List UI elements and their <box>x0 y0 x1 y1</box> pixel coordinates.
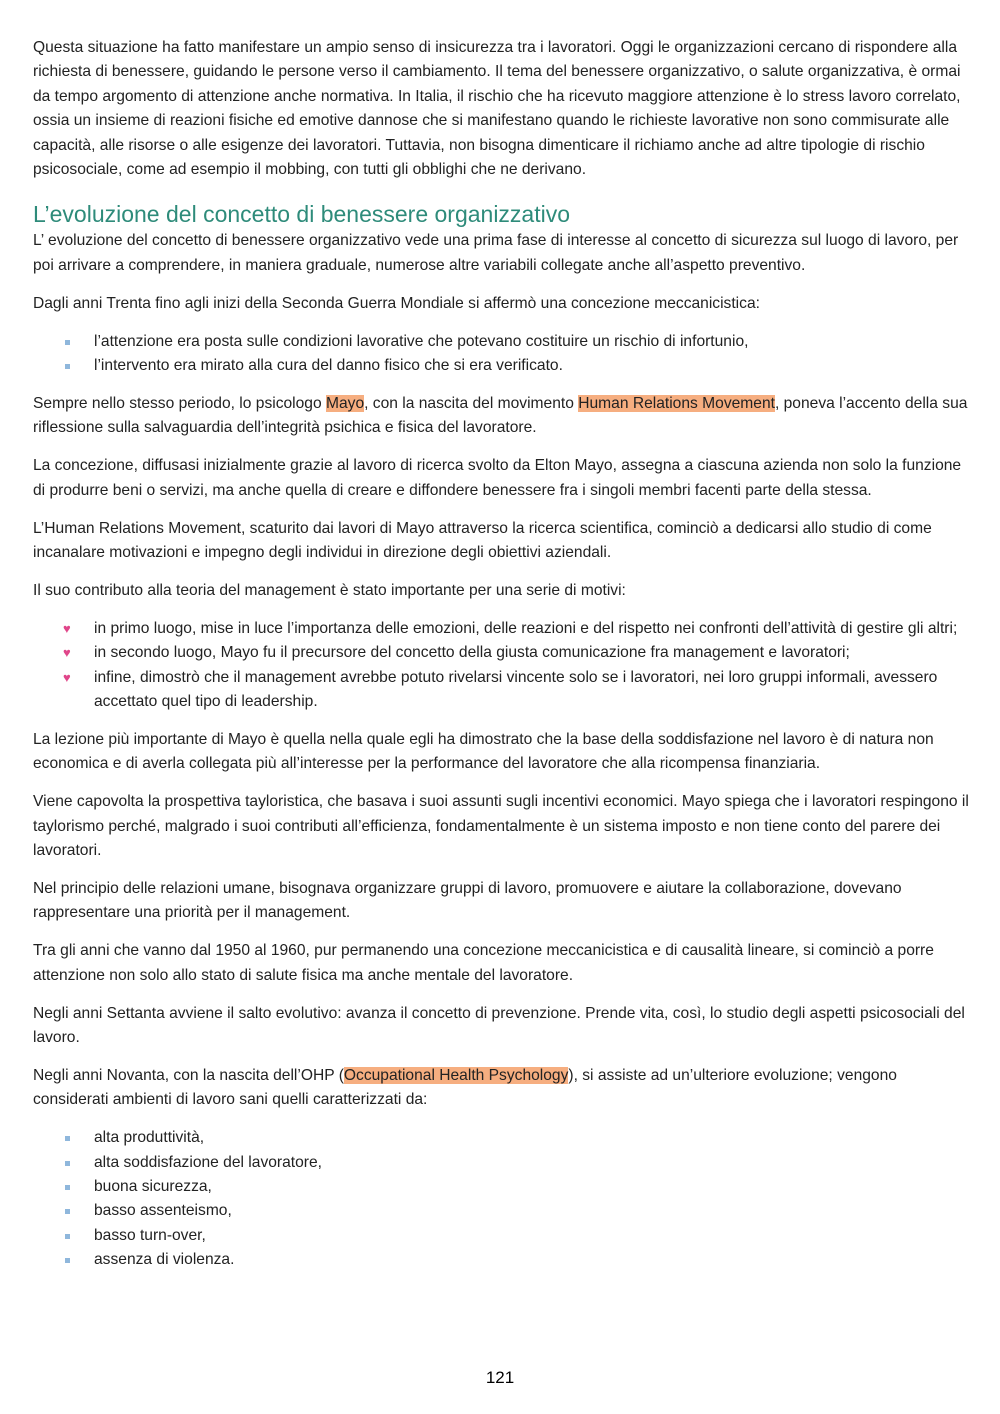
document-page <box>33 36 971 1286</box>
list-item: buona sicurezza, <box>33 1175 971 1199</box>
heart-icon: ♥ <box>63 669 71 685</box>
list-item: ♥ in secondo luogo, Mayo fu il precursore del concetto della giusta comunicazione fra management e lavoratori; <box>33 641 971 665</box>
list-contributions <box>33 617 971 715</box>
paragraph-concezione: La concezione, diffusasi inizialmente grazie al lavoro di ricerca svolto da Elton Mayo, assegna a ciascuna azienda non solo la funzione di produrre beni o servizi, ma anche quella di creare e diffondere benessere fra i singoli membri facenti parte della stessa. <box>33 457 962 499</box>
paragraph-contributo: Il suo contributo alla teoria del management è stato importante per una serie di motivi: <box>33 581 626 599</box>
paragraph-thirties: Dagli anni Trenta fino agli inizi della Seconda Guerra Mondiale si affermò una concezione meccanicistica: <box>33 294 760 312</box>
list-item: ♥ in primo luogo, mise in luce l’importanza delle emozioni, delle reazioni e del rispetto nei confronti dell’attività di gestire gli altri; <box>33 617 971 641</box>
list-item: alta produttività, <box>33 1126 971 1150</box>
intro-paragraph: Questa situazione ha fatto manifestare un ampio senso di insicurezza tra i lavoratori. Oggi le organizzazioni cercano di rispondere alla richiesta di benessere, guidando le persone verso il cambiamento. Il tema del benessere organizzativo, o salute organizzativa, è ormai da tempo argomento di attenzione anche normativa. In Italia, il rischio che ha ricevuto maggiore attenzione è lo stress lavoro correlato, ossia un insieme di reazioni fisiche ed emotive dannose che si manifestano quando le richieste lavorative non sono commisurate alle capacità, alle risorse o alle esigenze dei lavoratori. Tuttavia, non bisogna dimenticare il richiamo anche ad altre tipologie di rischio psicosociale, come ad esempio il mobbing, con tutti gli obblighi che ne derivano. <box>33 39 961 179</box>
heart-icon: ♥ <box>63 645 71 661</box>
section-heading: L’evoluzione del concetto di benessere organizzativo <box>33 201 571 228</box>
list-mechanistic <box>33 330 971 379</box>
list-healthy-workplaces <box>33 1126 971 1272</box>
paragraph-mayo: Sempre nello stesso periodo, lo psicologo Mayo, con la nascita del movimento Human Relations Movement, poneva l’accento della sua riflessione sulla salvaguardia dell’integrità psichica e fisica del lavoratore. <box>33 394 968 437</box>
list-item: basso assenteismo, <box>33 1199 971 1223</box>
list-item: assenza di violenza. <box>33 1248 971 1272</box>
paragraph-human-relations: L’Human Relations Movement, scaturito dai lavori di Mayo attraverso la ricerca scientifica, cominciò a dedicarsi allo studio di come incanalare motivazioni e impegno degli individui in direzione degli obiettivi aziendali. <box>33 519 932 561</box>
paragraph-relazioni-umane: Nel principio delle relazioni umane, bisognava organizzare gruppi di lavoro, promuovere e aiutare la collaborazione, dovevano rappresentare una priorità per il management. <box>33 879 902 922</box>
list-item: l’attenzione era posta sulle condizioni lavorative che potevano costituire un rischio di infortunio, <box>33 330 971 354</box>
list-item: l’intervento era mirato alla cura del danno fisico che si era verificato. <box>33 354 971 378</box>
list-item: alta soddisfazione del lavoratore, <box>33 1151 971 1175</box>
list-item: ♥ infine, dimostrò che il management avrebbe potuto rivelarsi vincente solo se i lavoratori, nei loro gruppi informali, avessero accettato quel tipo di leadership. <box>33 666 971 715</box>
highlight-ohp: Occupational Health Psychology <box>343 1066 569 1084</box>
paragraph-lezione: La lezione più importante di Mayo è quella nella quale egli ha dimostrato che la base della soddisfazione nel lavoro è di natura non economica e di averla collegata più all’interesse per la performance del lavoratore che alla ricompensa finanziaria. <box>33 730 934 773</box>
paragraph-settanta: Negli anni Settanta avviene il salto evolutivo: avanza il concetto di prevenzione. Prende vita, così, lo studio degli aspetti psicosociali del lavoro. <box>33 1004 965 1046</box>
page-number: 121 <box>485 1368 515 1387</box>
paragraph-1950-1960: Tra gli anni che vanno dal 1950 al 1960, pur permanendo una concezione meccanicistica e di causalità lineare, si cominciò a porre attenzione non solo allo stato di salute fisica ma anche mentale del lavoratore. <box>33 942 934 984</box>
highlight-mayo: Mayo <box>325 394 365 412</box>
paragraph-evolution: L’ evoluzione del concetto di benessere organizzativo vede una prima fase di interesse al concetto di sicurezza sul luogo di lavoro, per poi arrivare a comprendere, in maniera graduale, numerose altre variabili collegate anche all’aspetto preventivo. <box>33 232 959 274</box>
heart-icon: ♥ <box>63 620 71 636</box>
paragraph-taylorismo: Viene capovolta la prospettiva tayloristica, che basava i suoi assunti sugli incentivi economici. Mayo spiega che i lavoratori respingono il taylorismo perché, malgrado i suoi contributi all’efficienza, fondamentalmente è un sistema imposto e non tiene conto del parere dei lavoratori. <box>33 793 969 860</box>
list-item: basso turn-over, <box>33 1224 971 1248</box>
paragraph-novanta: Negli anni Novanta, con la nascita dell’OHP (Occupational Health Psychology), si assiste ad un’ulteriore evoluzione; vengono considerati ambienti di lavoro sani quelli caratterizzati da: <box>33 1066 897 1109</box>
highlight-human-relations: Human Relations Movement <box>578 394 775 412</box>
